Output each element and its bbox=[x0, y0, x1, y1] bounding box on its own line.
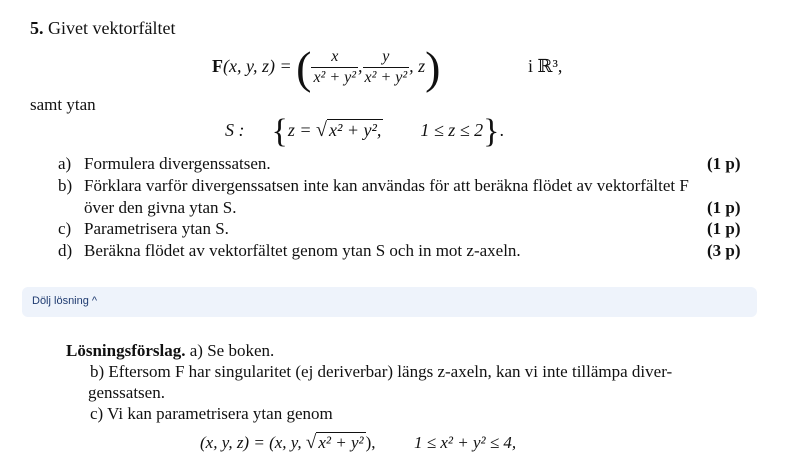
field-symbol: F bbox=[212, 56, 223, 76]
problem-intro: Givet vektorfältet bbox=[48, 18, 176, 38]
problem-number: 5. bbox=[30, 18, 44, 38]
surface-label: S : bbox=[225, 120, 245, 140]
solution-b2: genssatsen. bbox=[88, 383, 165, 402]
space-label: i ℝ³, bbox=[528, 56, 563, 76]
item-d-points: (3 p) bbox=[707, 241, 741, 260]
item-b-marker: b) bbox=[58, 176, 73, 195]
hide-solution-button[interactable]: Dölj lösning ^ bbox=[32, 295, 98, 307]
fraction-x: $\frac{x}{\text{x² + y²}}$ bbox=[313, 48, 357, 87]
solution-first-line bbox=[66, 341, 274, 361]
item-c-text: Parametrisera ytan S. bbox=[84, 219, 229, 238]
item-a-text: Formulera divergenssatsen. bbox=[84, 154, 271, 173]
item-b-text: Förklara varför divergenssatsen inte kan användas för att beräkna flödet av vektorfältet F bbox=[84, 176, 689, 195]
item-d-marker: d) bbox=[58, 241, 73, 260]
surface-sqrt: x² + y², bbox=[328, 120, 382, 140]
surface-eq: z = bbox=[287, 120, 312, 140]
vector-field-formula: F(x, y, z) = ( $\frac{x}{\text{x² + y²}}$ , $\frac{y}{\text{x² + y²}}$ , z) bbox=[212, 41, 441, 93]
item-b-text2: över den givna ytan S. bbox=[84, 198, 237, 217]
surface-definition bbox=[225, 112, 504, 148]
param-sqrt-sign: √ bbox=[305, 432, 317, 453]
solution-heading: Lösningsförslag. bbox=[66, 341, 186, 360]
item-d-text: Beräkna flödet av vektorfältet genom ytan S och in mot z-axeln. bbox=[84, 241, 521, 260]
sqrt-sign: √ bbox=[315, 119, 327, 141]
third-component: , z bbox=[409, 56, 426, 76]
left-brace: { bbox=[271, 112, 288, 150]
item-c-points: (1 p) bbox=[707, 219, 741, 238]
param-left: (x, y, z) = (x, y, bbox=[200, 433, 302, 452]
param-range: 1 ≤ x² + y² ≤ 4, bbox=[414, 433, 517, 452]
left-paren: ( bbox=[296, 41, 312, 93]
item-a-points: (1 p) bbox=[707, 154, 741, 173]
surface-period: . bbox=[499, 120, 504, 140]
item-b-points: (1 p) bbox=[707, 198, 741, 217]
right-paren: ) bbox=[425, 41, 441, 93]
param-close: ), bbox=[365, 433, 376, 452]
problem-header bbox=[30, 18, 175, 39]
right-brace: } bbox=[483, 112, 500, 150]
solution-b1: b) Eftersom F har singularitet (ej deriverbar) längs z-axeln, kan vi inte tillämpa diver- bbox=[90, 362, 673, 381]
field-args: (x, y, z) = bbox=[223, 56, 292, 76]
fraction-y: $\frac{y}{\text{x² + y²}}$ bbox=[364, 48, 408, 87]
solution-toggle-bar bbox=[22, 287, 757, 317]
solution-c: c) Vi kan parametrisera ytan genom bbox=[90, 404, 333, 423]
surface-range: 1 ≤ z ≤ 2 bbox=[420, 120, 484, 140]
parametrization-formula bbox=[200, 432, 516, 454]
param-sqrt: x² + y² bbox=[318, 433, 364, 452]
item-c-marker: c) bbox=[58, 219, 72, 238]
item-a-marker: a) bbox=[58, 154, 72, 173]
solution-a: a) Se boken. bbox=[189, 341, 275, 360]
samt-ytan: samt ytan bbox=[30, 95, 96, 114]
